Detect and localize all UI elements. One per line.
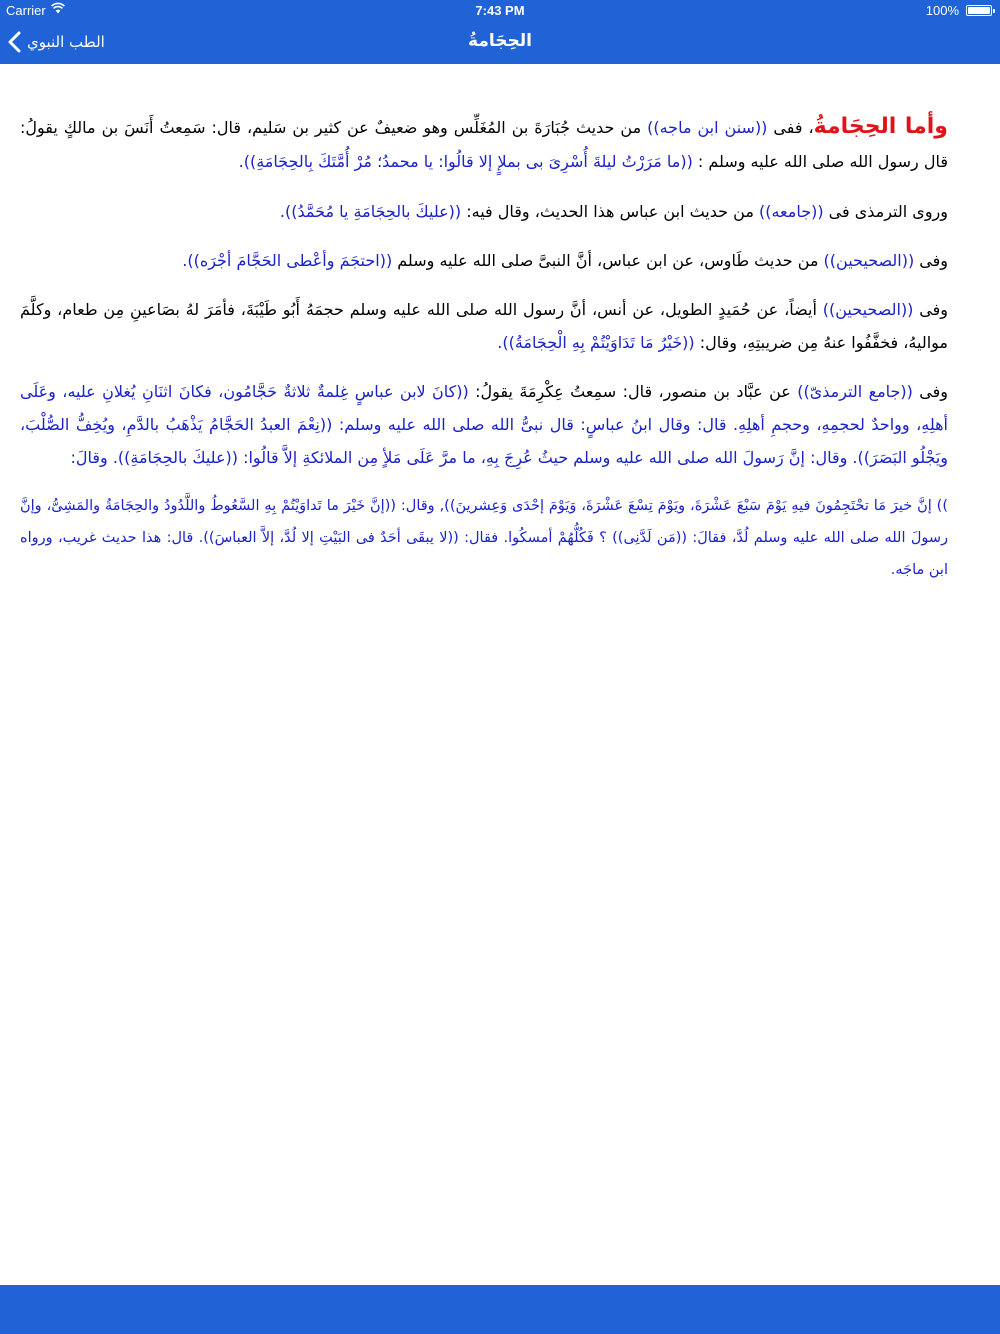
book-reference: ((جامع الترمذىّ)) [797, 382, 913, 401]
paragraph-text: من حديث جُبَارَةَ بن المُغَلِّس وهو ضعيفٌ عن كثير بن سَليم، قال: سَمِعتُ أَنَسَ بن مالكٍ يقولُ: قال رسول الله صلى الله عليه وسلم : [20, 118, 948, 171]
hadith-quote: )) إنَّ خيرَ مَا تحْتَجِمُونَ فيهِ يَوْمَ سَبْعَ عَشْرَةَ، ويَوْمَ تِسْعَ عَشْرَةَ، وَيَوْمَ إحْدَى وَعِشرينَ)), وقال: ((إنَّ خَيْرَ ما تَداوَيْتُمْ بِهِ السَّعُوطُ واللَّدُودُ والحِجَامَةُ والمَشِىُّ، وإنَّ رسولَ الله صلى الله عليه وسلم لُدَّ، فقالَ: ((مَن لَدَّنِى)) ؟ فَكُلُّهُمْ أمسكُوا. فقال: ((لا يبقَى أحَدٌ فى البَيْتِ إلا لُدَّ، إلاَّ العباسَ)). قال: هذا حديث غريب، ورواه ابن ماجَه. [20, 498, 948, 578]
bottom-toolbar [0, 1285, 1000, 1334]
paragraph-text: وروى الترمذى فى [823, 202, 948, 221]
book-reference: ((سنن ابن ماجه)) [647, 118, 768, 137]
status-bar [0, 0, 1000, 20]
book-reference: ((الصحيحين)) [822, 300, 914, 319]
paragraph-text: من حديث ابن عباس هذا الحديث، وقال فيه: [461, 202, 759, 221]
hadith-quote: ((عليكَ بالحِجَامَةِ يا مُحَمَّدُ)). [279, 202, 462, 221]
page-title: الحِجَامةُ [468, 31, 532, 51]
hadith-quote: ((احتجَمَ وأعْطى الحَجَّامَ أجْرَه)). [182, 251, 393, 270]
back-label: الطب النبوي [27, 33, 105, 51]
book-reference: ((جامعه)) [758, 202, 824, 221]
paragraph-3 [20, 244, 948, 277]
paragraph-text: عن عبَّاد بن منصور، قال: سمِعتُ عِكْرِمَةَ يقولُ: [468, 382, 798, 401]
paragraph-1 [20, 110, 948, 179]
section-heading: وأما الحِجَامةُ [813, 114, 948, 139]
paragraph-text: أيضاً، عن حُمَيدٍ الطويل، عن أنس، أنَّ رسول الله صلى الله عليه وسلم حجمَهُ أَبُو طَيْبَةَ، فأمَرَ لهُ بصَاعينِ مِن طعام، وكلَّمَ مواليهُ، فخفَّفُوا عنهُ مِن ضريبتِهِ، وقال: [20, 300, 948, 352]
navigation-bar [0, 20, 1000, 64]
hadith-quote: ((كانَ لابن عباسٍ غِلمةٌ ثلاثةٌ حَجَّامُون، فكانَ اثنَانِ يُغلانِ عليه، وعَلَى أهلِهِ، وواحدٌ لحجمِهِ، وحجمِ أهلِهِ. قال: وقال ابنُ عباسٍ: قال نبىُّ الله صلى الله عليه وسلم: ((نِعْمَ العبدُ الحَجَّامُ يَذْهَبُ بالدَّمِ، ويُخِفُّ الصُّلْبَ، ويَجْلُو البَصَرَ)). وقال: إنَّ رَسولَ الله صلى الله عليه وسلم حيثُ عُرِجَ بِهِ، ما مرَّ عَلَى مَلأٍ مِن الملائكةِ إلاَّ قالُوا: ((عليكَ بالحِجَامَةِ)). وقالَ: [20, 382, 948, 467]
article-body [20, 110, 948, 602]
paragraph-5 [20, 375, 948, 474]
carrier-label: Carrier [6, 3, 46, 18]
hadith-quote: ((خَيْرُ مَا تَدَاوَيْتُمْ بِهِ الْحِجَامَةُ)). [497, 333, 695, 352]
paragraph-text: من حديث طَاوس، عن ابن عباس، أنَّ النبىَّ صلى الله عليه وسلم [392, 251, 824, 270]
paragraph-text: ، ففى [767, 118, 814, 137]
battery-percent: 100% [925, 3, 959, 18]
paragraph-text: وفى [913, 300, 949, 319]
battery-level [968, 7, 990, 14]
paragraph-text: وفى [912, 382, 949, 401]
clock: 7:43 PM [475, 3, 525, 18]
paragraph-text: وفى [914, 251, 948, 270]
paragraph-2 [20, 195, 948, 228]
book-reference: ((الصحيحين)) [823, 251, 915, 270]
hadith-quote: ((ما مَرَرْتُ ليلةَ أُسْرِىَ بى بملإٍ إلا قالُوا: يا محمدُ؛ مُرْ أُمَّتَكَ بِالحِجَامَةِ)). [238, 152, 693, 171]
paragraph-4 [20, 293, 948, 359]
battery-icon [966, 5, 992, 16]
paragraph-6 [20, 490, 948, 586]
